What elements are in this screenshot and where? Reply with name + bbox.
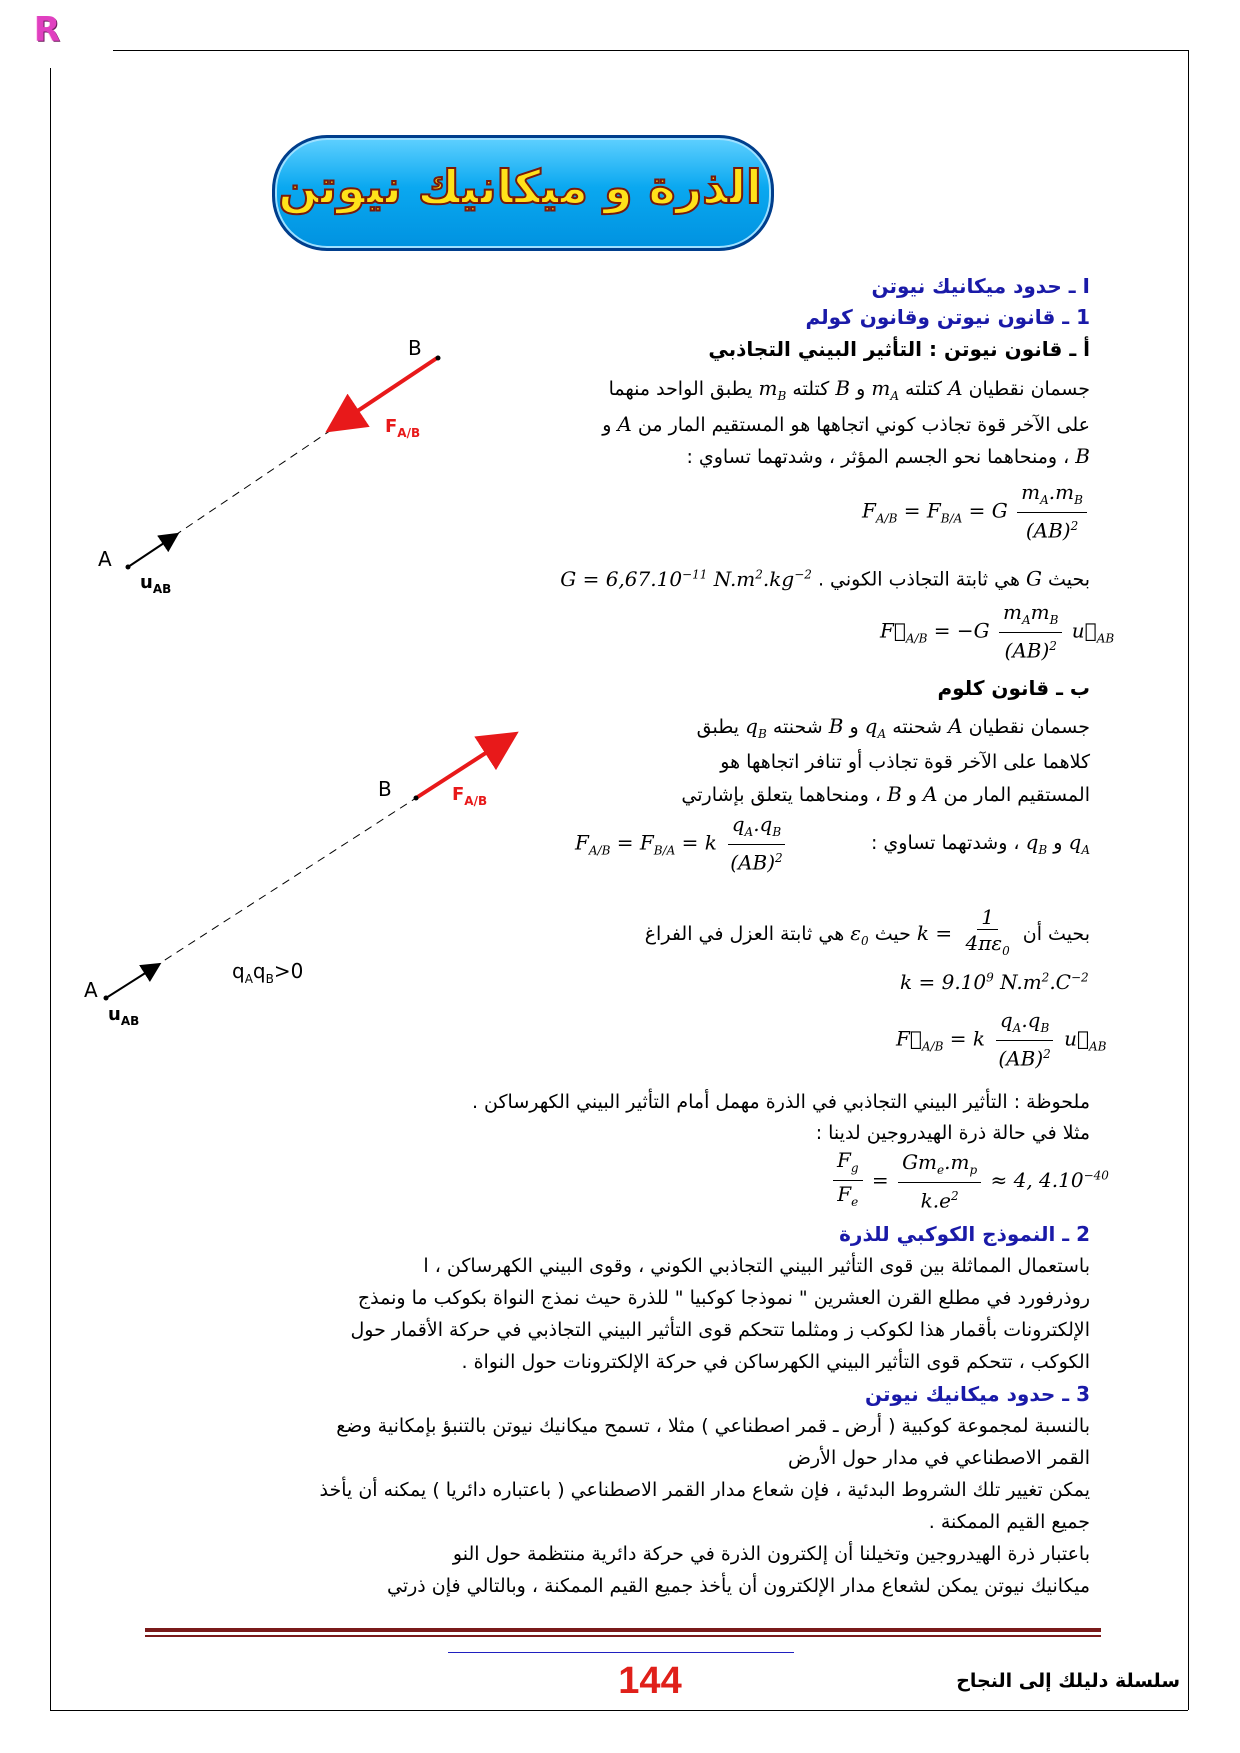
frame-bottom-line [50,1710,1188,1711]
point-b-dot [414,796,419,801]
part-b-title: ب ـ قانون كلوم [937,676,1090,700]
coulomb-diagram [60,720,520,1030]
point-a-label: A [84,978,98,1002]
s3-line-6: ميكانيك نيوتن يمكن لشعاع مدار الإلكترون أن يأخذ جميع القيم الممكنة ، وبالتالي فإن ذرتي [387,1575,1090,1597]
part-b-line-4: $q_A$ و $q_B$ ، وشدتهما تساوي : [870,830,1090,857]
part-a-line-1: جسمان نقطيان A كتلته $m_A$ و B كتلته $m_B$ يطبق الواحد منهما [608,376,1090,403]
s2-line-1: باستعمال المماثلة بين قوى التأثير البيني التجاذبي الكوني ، وقوى البيني الكهرساكن ، ا [423,1255,1090,1277]
s2-line-3: الإلكترونات بأقمار هذا لكوكب ز ومثلما تتحكم قوى التأثير البيني التجاذبي في حركة الأقمار حول [350,1319,1090,1341]
charge-condition-label: $q_Aq_B>0$ [232,959,304,986]
series-title: سلسلة دليلك إلى النجاح [956,1670,1180,1692]
part-b-line-2: كلاهما على الآخر قوة تجاذب أو تنافر اتجاهها هو [720,751,1090,773]
gravitation-diagram [80,330,480,610]
unit-vector-label: $u_{AB}$ [140,572,172,596]
note-line-2: مثلا في حالة ذرة الهيدروجين لدينا : [815,1122,1090,1144]
subsection-3-title: 3 ـ حدود ميكانيك نيوتن [865,1382,1090,1406]
subsection-2-title: 2 ـ النموذج الكوكبي للذرة [839,1222,1090,1246]
note-line-1: ملحوظة : التأثير البيني التجاذبي في الذرة مهمل أمام التأثير البيني الكهرساكن . [471,1091,1090,1113]
section-title: I ـ حدود ميكانيك نيوتن [871,274,1090,298]
force-label: $F_{A/B}$ [385,416,421,440]
s2-line-4: الكوكب ، تتحكم قوى التأثير البيني الكهرساكن في حركة الإلكترونات حول النواة . [461,1351,1090,1373]
subsection-1-title: 1 ـ قانون نيوتن وقانون كولم [805,305,1090,329]
k-line: بحيث أن k = $\frac{1}{4\pi\varepsilon_0}$ حيث $\varepsilon_0$ هي ثابتة العزل في الفراغ [644,905,1090,958]
coulomb-vector-formula: $F⃗_{A/B} = k$ $\frac{q_A.q_B}{(AB)^2}$ $u⃗_{AB}$ [896,1008,1107,1071]
frame-right-line [1188,50,1189,1710]
unit-vector-arrow [106,965,158,998]
s3-line-4: جميع القيم الممكنة . [928,1511,1090,1533]
point-b-dot [436,356,441,361]
gravitation-formula: $F_{A/B} = F_{B/A} = G$ $\frac{m_A.m_B}{(AB)^2}$ [862,480,1090,544]
page-number: 144 [618,1660,682,1702]
footer-blue-line [448,1652,794,1653]
logo: R [34,10,61,50]
force-label: $F_{A/B}$ [452,784,488,808]
part-b-line-1: جسمان نقطيان A شحنته $q_A$ و B شحنته $q_B$ يطبق [696,714,1090,741]
s3-line-2: القمر الاصطناعي في مدار حول الأرض [787,1447,1090,1469]
footer-rule-thick [145,1628,1101,1632]
frame-top-line [113,50,1188,51]
g-constant-line: بحيث G هي ثابتة التجاذب الكوني . $G = 6,67.10^{-11}$ $N.m^2.kg^{-2}$ [560,566,1090,591]
part-a-title: أ ـ قانون نيوتن : التأثير البيني التجاذبي [708,337,1090,361]
unit-vector-label: $u_{AB}$ [108,1004,140,1028]
point-a-dot [126,565,131,570]
part-a-line-2: على الآخر قوة تجاذب كوني اتجاهها هو المستقيم المار من A و [602,412,1090,436]
coulomb-formula: $F_{A/B} = F_{B/A} = k$ $\frac{q_A.q_B}{(AB)^2}$ [575,812,790,876]
point-b-label: B [378,777,392,801]
page-title: الذرة و ميكانيك نيوتن [278,160,762,214]
force-ratio-formula: $\frac{F_g}{F_e}$ = $\frac{Gm_e.m_p}{k.e^2}$ ≈ 4, $4.10^{-40}$ [830,1148,1109,1215]
part-a-line-3: B ، ومنحاهما نحو الجسم المؤثر ، وشدتهما تساوي : [686,444,1090,468]
k-value: $k = 9.10^9$ $N.m^2.C^{-2}$ [900,970,1089,994]
point-a-dot [104,996,109,1001]
point-b-label: B [408,336,422,360]
unit-vector-arrow [128,535,176,567]
footer-rule-thin [145,1635,1101,1637]
gravitation-vector-formula: $F⃗_{A/B} = -G$ $\frac{m_Am_B}{(AB)^2}$ $u⃗_{AB}$ [880,600,1115,663]
frame-left-line [50,68,51,1710]
part-b-line-3: المستقيم المار من A و B ، ومنحاهما يتعلق بإشارتي [681,782,1090,806]
s3-line-1: بالنسبة لمجموعة كوكبية ( أرض ـ قمر اصطناعي ) مثلا ، تسمح ميكانيك نيوتن بالتنبؤ بإمكانية وضع [336,1415,1090,1437]
point-a-label: A [98,547,112,571]
s2-line-2: روذرفورد في مطلع القرن العشرين " نموذجا كوكبيا " للذرة حيث نمذج النواة بكوكب ما ونمذج [357,1287,1090,1309]
s3-line-3: يمكن تغيير تلك الشروط البدئية ، فإن شعاع مدار القمر الاصطناعي ( باعتباره دائريا ) يمكنه أن يأخذ [319,1479,1090,1501]
s3-line-5: باعتبار ذرة الهيدروجين وتخيلنا أن إلكترون الذرة في حركة دائرية منتظمة حول النو [452,1543,1090,1565]
